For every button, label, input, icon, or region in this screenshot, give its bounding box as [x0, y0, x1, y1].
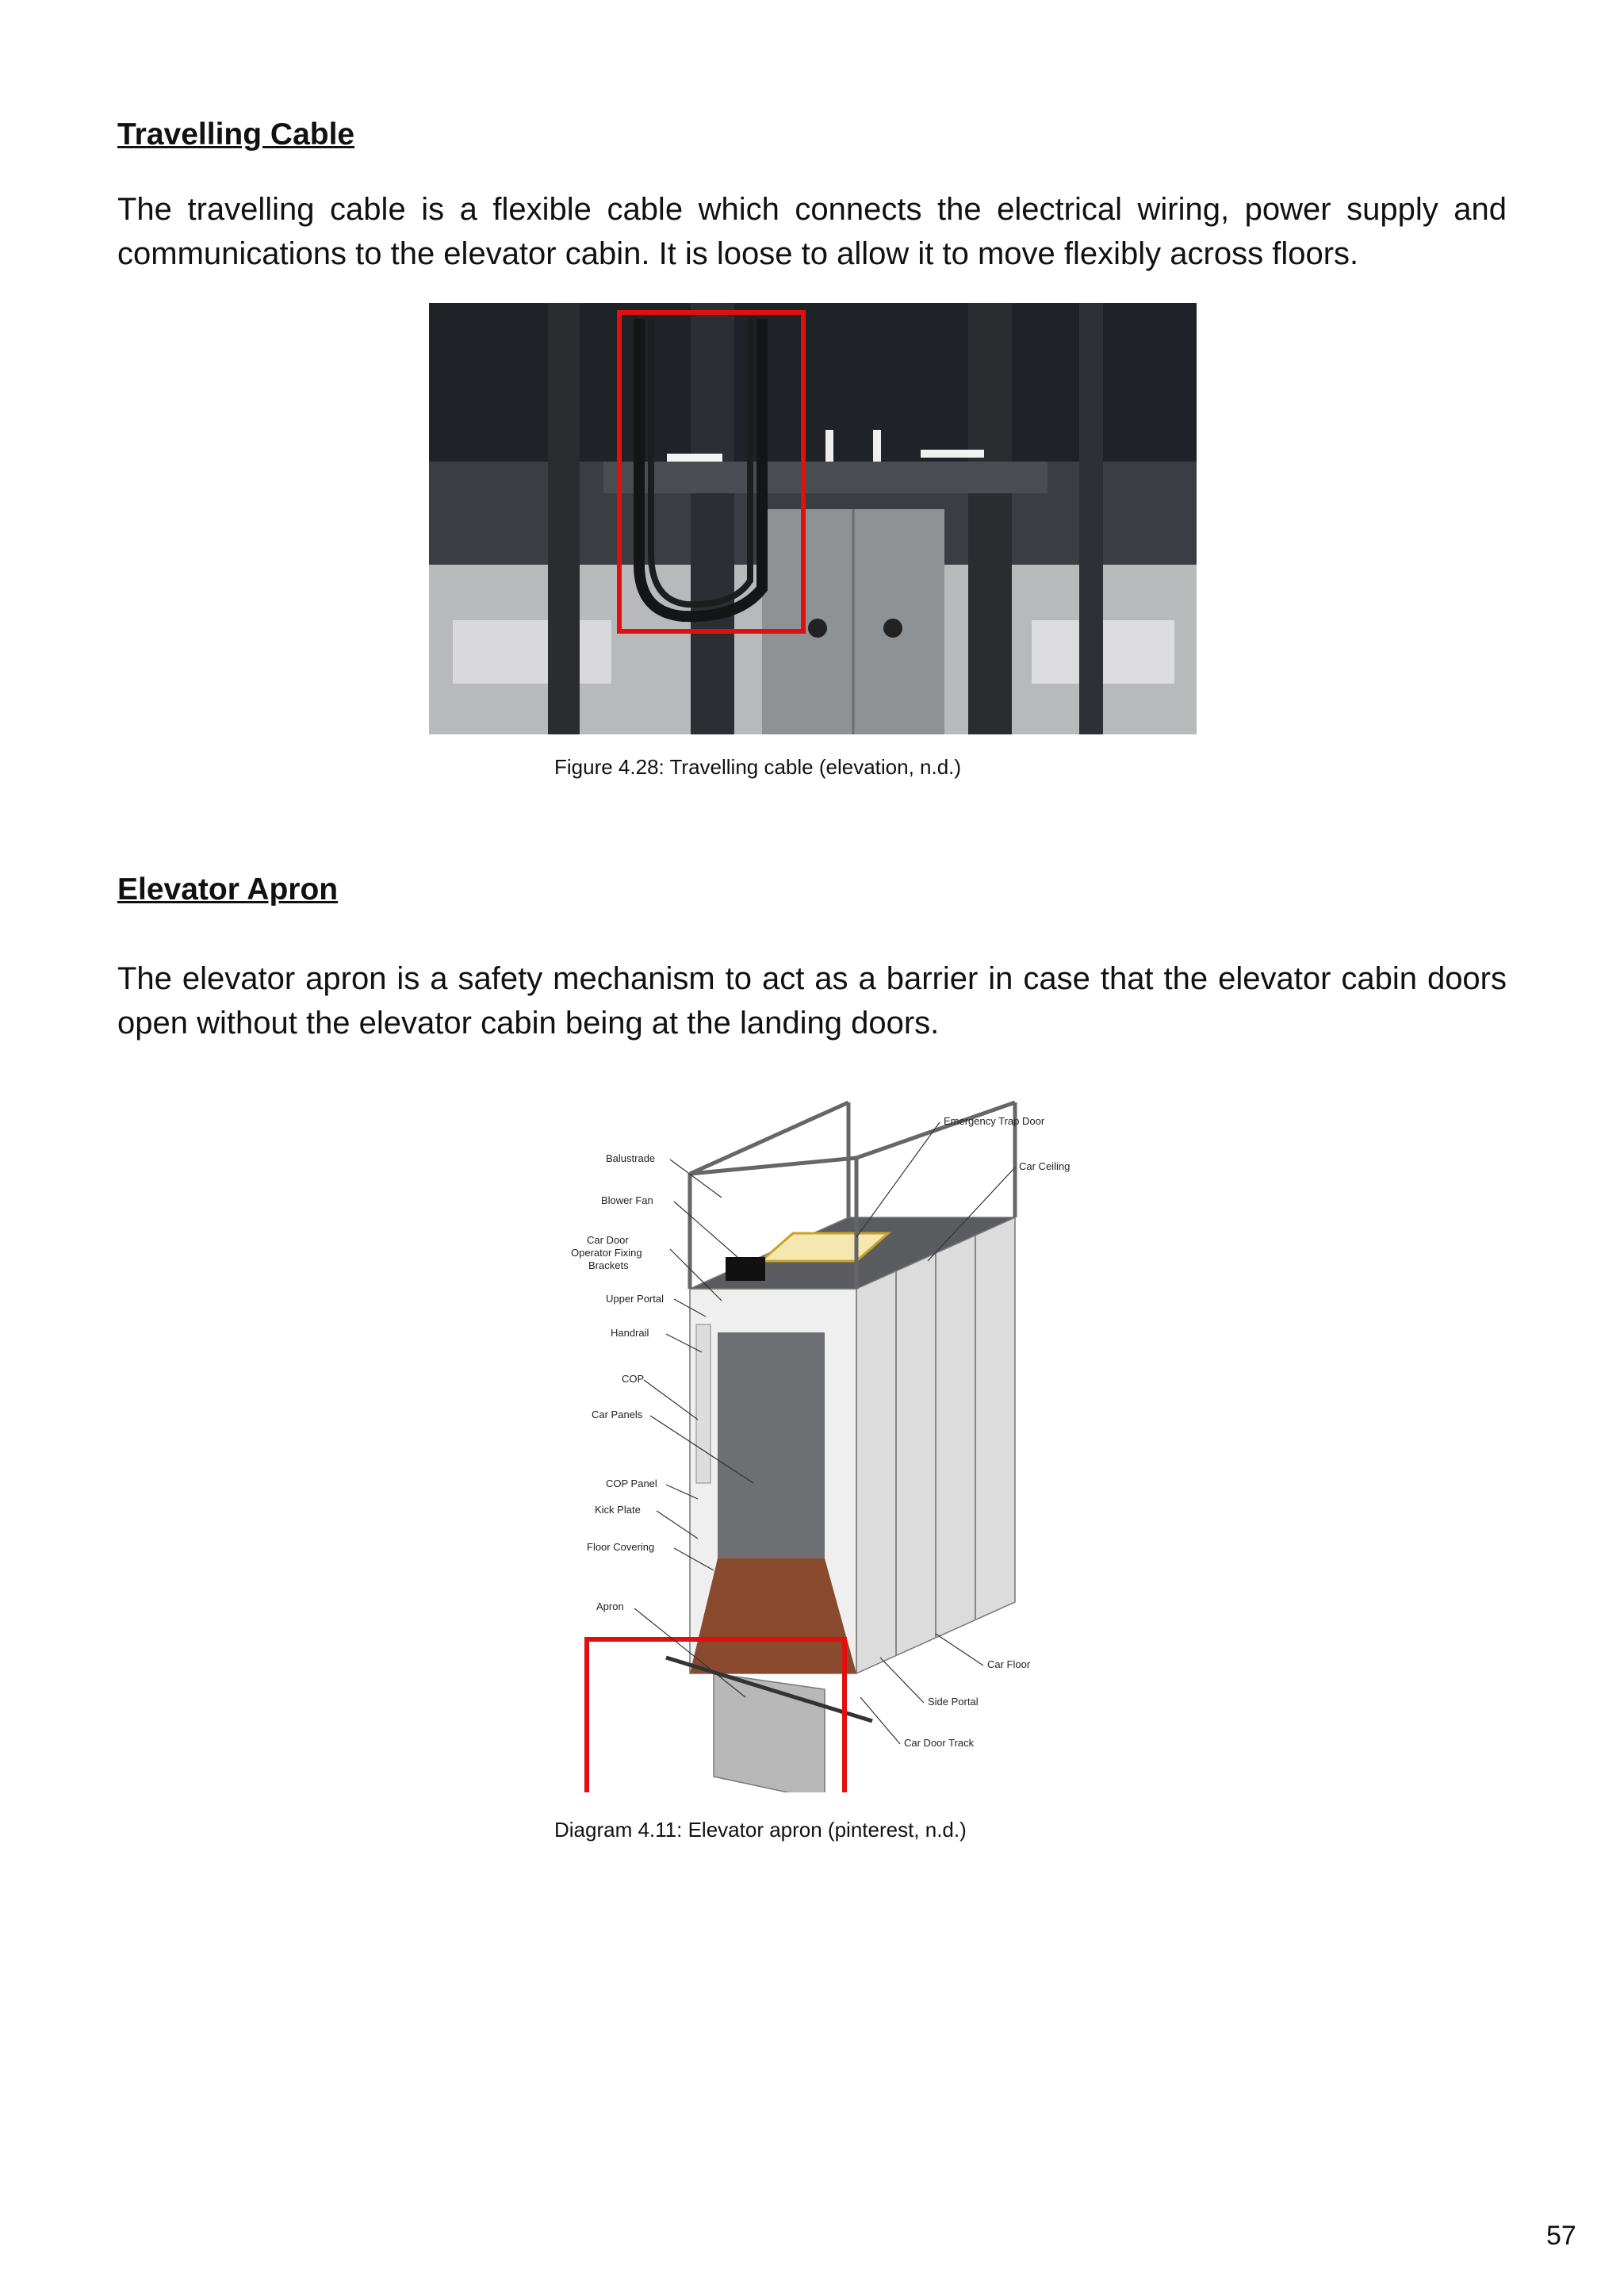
label-floor-covering: Floor Covering — [587, 1541, 655, 1553]
label-handrail: Handrail — [611, 1327, 649, 1339]
label-car-door-1: Car Door — [587, 1234, 629, 1246]
elevator-apron-diagram — [555, 1087, 1078, 1792]
page-number: 57 — [1546, 2221, 1576, 2251]
label-cop: COP — [622, 1373, 645, 1385]
section-heading-elevator-apron: Elevator Apron — [117, 872, 339, 907]
section-heading-travelling-cable: Travelling Cable — [117, 117, 355, 151]
label-kick-plate: Kick Plate — [595, 1504, 641, 1516]
label-apron: Apron — [596, 1600, 624, 1612]
label-cop-panel: COP Panel — [606, 1478, 657, 1489]
travelling-cable-photo — [429, 303, 1197, 734]
label-upper-portal: Upper Portal — [606, 1293, 664, 1305]
label-emergency-trap-door: Emergency Trap Door — [944, 1115, 1045, 1127]
label-car-panels: Car Panels — [592, 1409, 643, 1420]
label-side-portal: Side Portal — [928, 1696, 979, 1708]
label-car-ceiling: Car Ceiling — [1019, 1160, 1071, 1172]
paragraph-elevator-apron: The elevator apron is a safety mechanism to act as a barrier in case that the elevator cabin doors open without the elevator cabin being at the landing doors. — [117, 961, 1507, 1041]
label-blower-fan: Blower Fan — [601, 1194, 653, 1206]
label-car-door-2: Operator Fixing — [571, 1247, 642, 1259]
paragraph-travelling-cable: The travelling cable is a flexible cable which connects the electrical wiring, power supply and communications to the elevator cabin. It is loose to allow it to move flexibly across floors. — [117, 192, 1507, 271]
diagram-caption: Diagram 4.11: Elevator apron (pinterest, n.d.) — [554, 1818, 967, 1842]
label-car-door-track: Car Door Track — [904, 1737, 975, 1749]
label-balustrade: Balustrade — [606, 1152, 656, 1164]
label-car-floor: Car Floor — [987, 1658, 1031, 1670]
figure-caption: Figure 4.28: Travelling cable (elevation, n.d.) — [554, 755, 962, 779]
label-car-door-3: Brackets — [588, 1259, 629, 1271]
